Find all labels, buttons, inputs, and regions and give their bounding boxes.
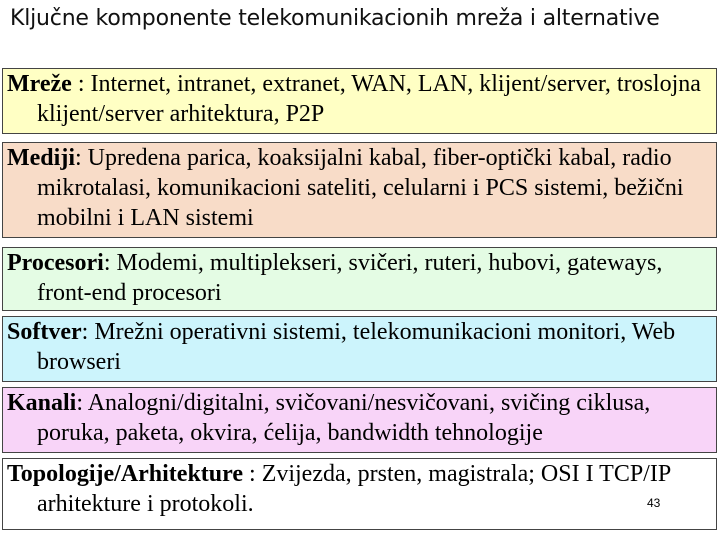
section-separator: : [243,461,262,487]
section-term: Procesori [7,250,104,276]
section-softver [2,316,717,382]
section-kanali [2,387,717,453]
section-term: Kanali [7,390,77,416]
section-text: Modemi, multiplekseri, svičeri, ruteri, hubovi, gateways, front-end procesori [37,250,663,306]
section-term: Mreže [7,71,72,97]
section-separator: : [74,145,88,171]
section-text: Internet, intranet, extranet, WAN, LAN, klijent/server, troslojna klijent/server arhitektura, P2P [37,71,701,127]
section-separator: : [81,319,95,345]
section-term: Softver [7,319,82,345]
section-mreze [2,68,717,134]
section-text: Analogni/digitalni, svičovani/nesvičovani, svičing ciklusa, poruka, paketa, okvira, ćelija, bandwidth tehnologije [37,390,651,446]
section-term: Mediji [7,145,75,171]
section-text: Zvijezda, prsten, magistrala; OSI I TCP/IP arhitekture i protokoli. [37,461,671,517]
section-separator: : [76,390,88,416]
section-separator: : [71,71,91,97]
section-mediji [2,142,717,238]
slide-page-number: 43 [647,496,661,510]
section-text: Upredena parica, koaksijalni kabal, fiber-optički kabal, radio mikrotalasi, komunikacioni sateliti, celularni i PCS sistemi, bežični mobilni i LAN sistemi [37,145,684,231]
section-term: Topologije/Arhitekture [7,461,244,487]
section-procesori [2,247,717,311]
section-topologije [2,458,717,530]
section-text: Mrežni operativni sistemi, telekomunikacioni monitori, Web browseri [37,319,676,375]
slide-title: Ključne komponente telekomunikacionih mreža i alternative [10,6,660,31]
section-separator: : [103,250,117,276]
